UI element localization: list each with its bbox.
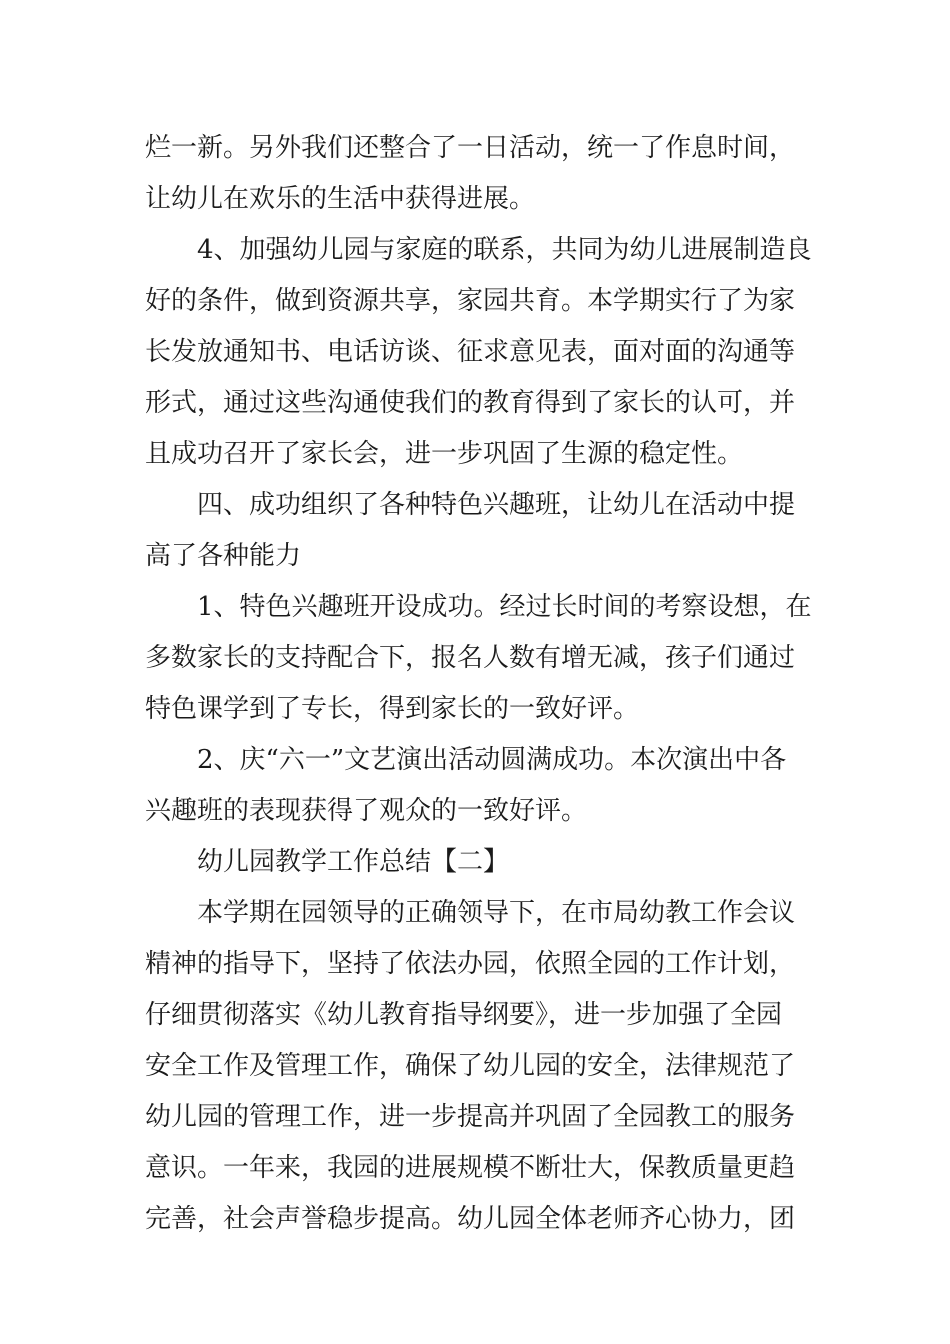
text-line: 仔细贯彻落实《幼儿教育指导纲要》，进一步加强了全园 [145, 1000, 783, 1030]
text-line: 意识。一年来，我园的进展规模不断壮大，保教质量更趋 [145, 1153, 796, 1183]
text-line: 完善，社会声誉稳步提高。幼儿园全体老师齐心协力，团 [145, 1204, 796, 1234]
section-title: 幼儿园教学工作总结【二】 [197, 847, 510, 877]
text-line: 形式，通过这些沟通使我们的教育得到了家长的认可，并 [145, 388, 796, 418]
text-line: 让幼儿在欢乐的生活中获得进展。 [145, 184, 536, 214]
section-heading-line: 高了各种能力 [145, 541, 302, 571]
paragraph-start-line: 本学期在园领导的正确领导下，在市局幼教工作会议 [197, 898, 796, 928]
text-line: 且成功召开了家长会，进一步巩固了生源的稳定性。 [145, 439, 744, 469]
text-line: 兴趣班的表现获得了观众的一致好评。 [145, 796, 588, 826]
paragraph-start-line: 4、加强幼儿园与家庭的联系，共同为幼儿进展制造良 [197, 235, 812, 265]
text-line: 多数家长的支持配合下，报名人数有增无减，孩子们通过 [145, 643, 796, 673]
text-line: 安全工作及管理工作，确保了幼儿园的安全，法律规范了 [145, 1051, 796, 1081]
text-line: 幼儿园的管理工作，进一步提高并巩固了全园教工的服务 [145, 1102, 796, 1132]
text-line: 精神的指导下，坚持了依法办园，依照全园的工作计划， [145, 949, 796, 979]
text-line: 好的条件，做到资源共享，家园共育。本学期实行了为家 [145, 286, 796, 316]
document-body [145, 123, 815, 1245]
paragraph-start-line: 2、庆“六一”文艺演出活动圆满成功。本次演出中各 [197, 745, 787, 775]
text-line: 特色课学到了专长，得到家长的一致好评。 [145, 694, 640, 724]
text-line: 长发放通知书、电话访谈、征求意见表，面对面的沟通等 [145, 337, 796, 367]
paragraph-start-line: 1、特色兴趣班开设成功。经过长时间的考察设想，在 [197, 592, 812, 622]
text-line: 烂一新。另外我们还整合了一日活动，统一了作息时间， [145, 133, 796, 163]
section-heading-line: 四、成功组织了各种特色兴趣班，让幼儿在活动中提 [197, 490, 796, 520]
